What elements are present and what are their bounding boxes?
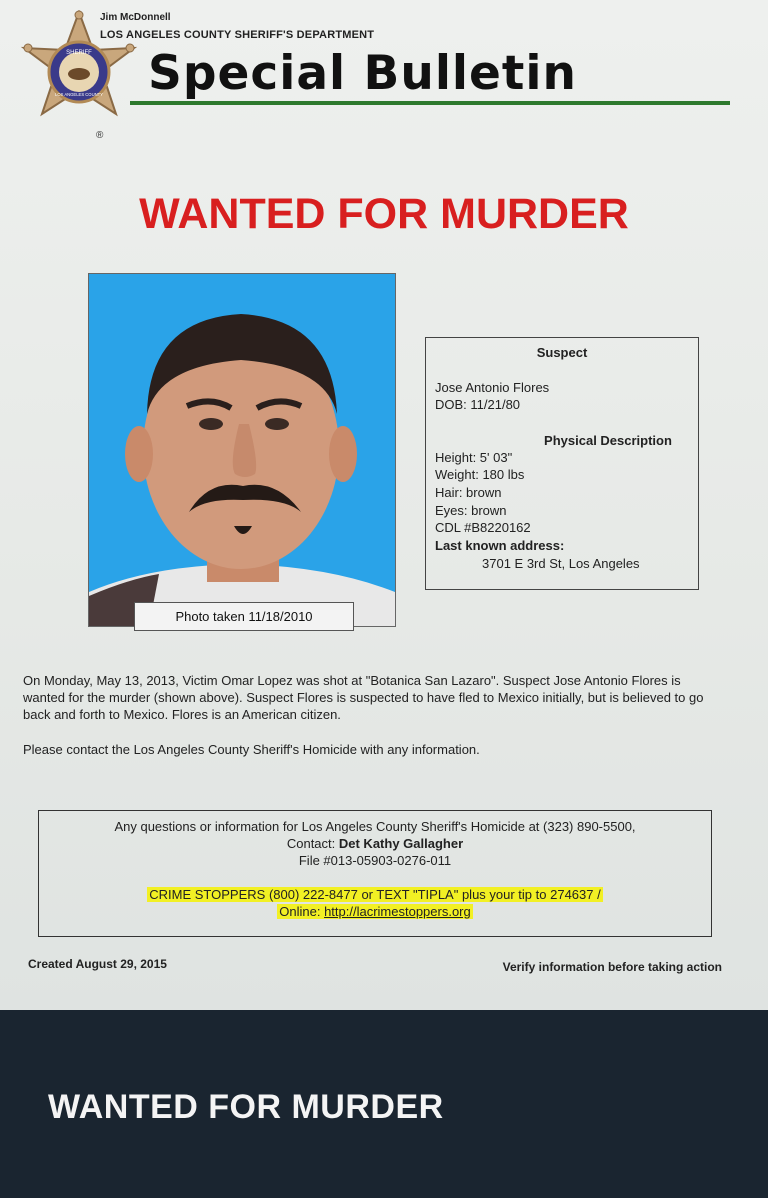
suspect-dob: DOB: 11/21/80: [435, 397, 521, 412]
crime-stoppers-line: [39, 887, 711, 902]
suspect-cdl: CDL #B8220162: [435, 520, 531, 535]
suspect-hair: Hair: brown: [435, 485, 502, 500]
file-number: File #013-05903-0276-011: [298, 853, 452, 868]
suspect-height: Height: 5' 03": [435, 450, 513, 465]
suspect-weight: Weight: 180 lbs: [435, 467, 525, 482]
sheriff-name: Jim McDonnell: [100, 12, 171, 23]
verify-notice: Verify information before taking action: [502, 960, 722, 974]
online-label: Online:: [279, 904, 325, 919]
suspect-eyes: Eyes: brown: [435, 503, 507, 518]
suspect-name: Jose Antonio Flores: [435, 380, 550, 395]
suspect-header: Suspect: [536, 345, 588, 360]
detective-name: Det Kathy Gallagher: [338, 836, 464, 851]
registered-mark: ®: [96, 130, 104, 141]
contact-label: Contact:: [286, 836, 339, 851]
created-date: Created August 29, 2015: [28, 957, 167, 971]
physical-description-header: Physical Description: [544, 433, 672, 448]
contact-info-box: [38, 810, 712, 937]
banner-title: WANTED FOR MURDER: [48, 1088, 444, 1126]
incident-paragraph: On Monday, May 13, 2013, Victim Omar Lopez was shot at "Botanica San Lazaro". Suspect Jose Antonio Flores is wanted for the murder (shown above). Suspect Flores is suspected to have fled to Mexico initially, but is believed to go back and forth to Mexico. Flores is an American citizen.: [23, 673, 704, 722]
badge-top-text: SHERIFF: [66, 50, 92, 56]
contact-instruction: Please contact the Los Angeles County Sheriff's Homicide with any information.: [23, 742, 480, 757]
online-highlight: [277, 904, 473, 919]
suspect-portrait-illustration: [89, 274, 395, 626]
suspect-details-box: [425, 337, 699, 590]
homicide-phone-line: Any questions or information for Los Angeles County Sheriff's Homicide at (323) 890-5500,: [114, 819, 636, 834]
detective-contact-line: [39, 836, 711, 851]
header-divider: [130, 101, 730, 105]
badge-bottom-text: LOS ANGELES COUNTY: [55, 92, 103, 97]
crime-stoppers-text: CRIME STOPPERS (800) 222-8477 or TEXT "TIPLA" plus your tip to 274637 /: [149, 887, 601, 902]
photo-caption: Photo taken 11/18/2010: [134, 602, 354, 631]
bulletin-title: Special Bulletin: [148, 46, 577, 101]
wanted-headline: WANTED FOR MURDER: [139, 190, 629, 238]
crime-stoppers-link[interactable]: http://lacrimestoppers.org: [324, 904, 471, 919]
online-line: [39, 904, 711, 919]
suspect-photo: [88, 273, 396, 627]
suspect-address: 3701 E 3rd St, Los Angeles: [482, 556, 640, 571]
department-name: LOS ANGELES COUNTY SHERIFF'S DEPARTMENT: [100, 29, 375, 41]
address-label: Last known address:: [435, 538, 565, 553]
